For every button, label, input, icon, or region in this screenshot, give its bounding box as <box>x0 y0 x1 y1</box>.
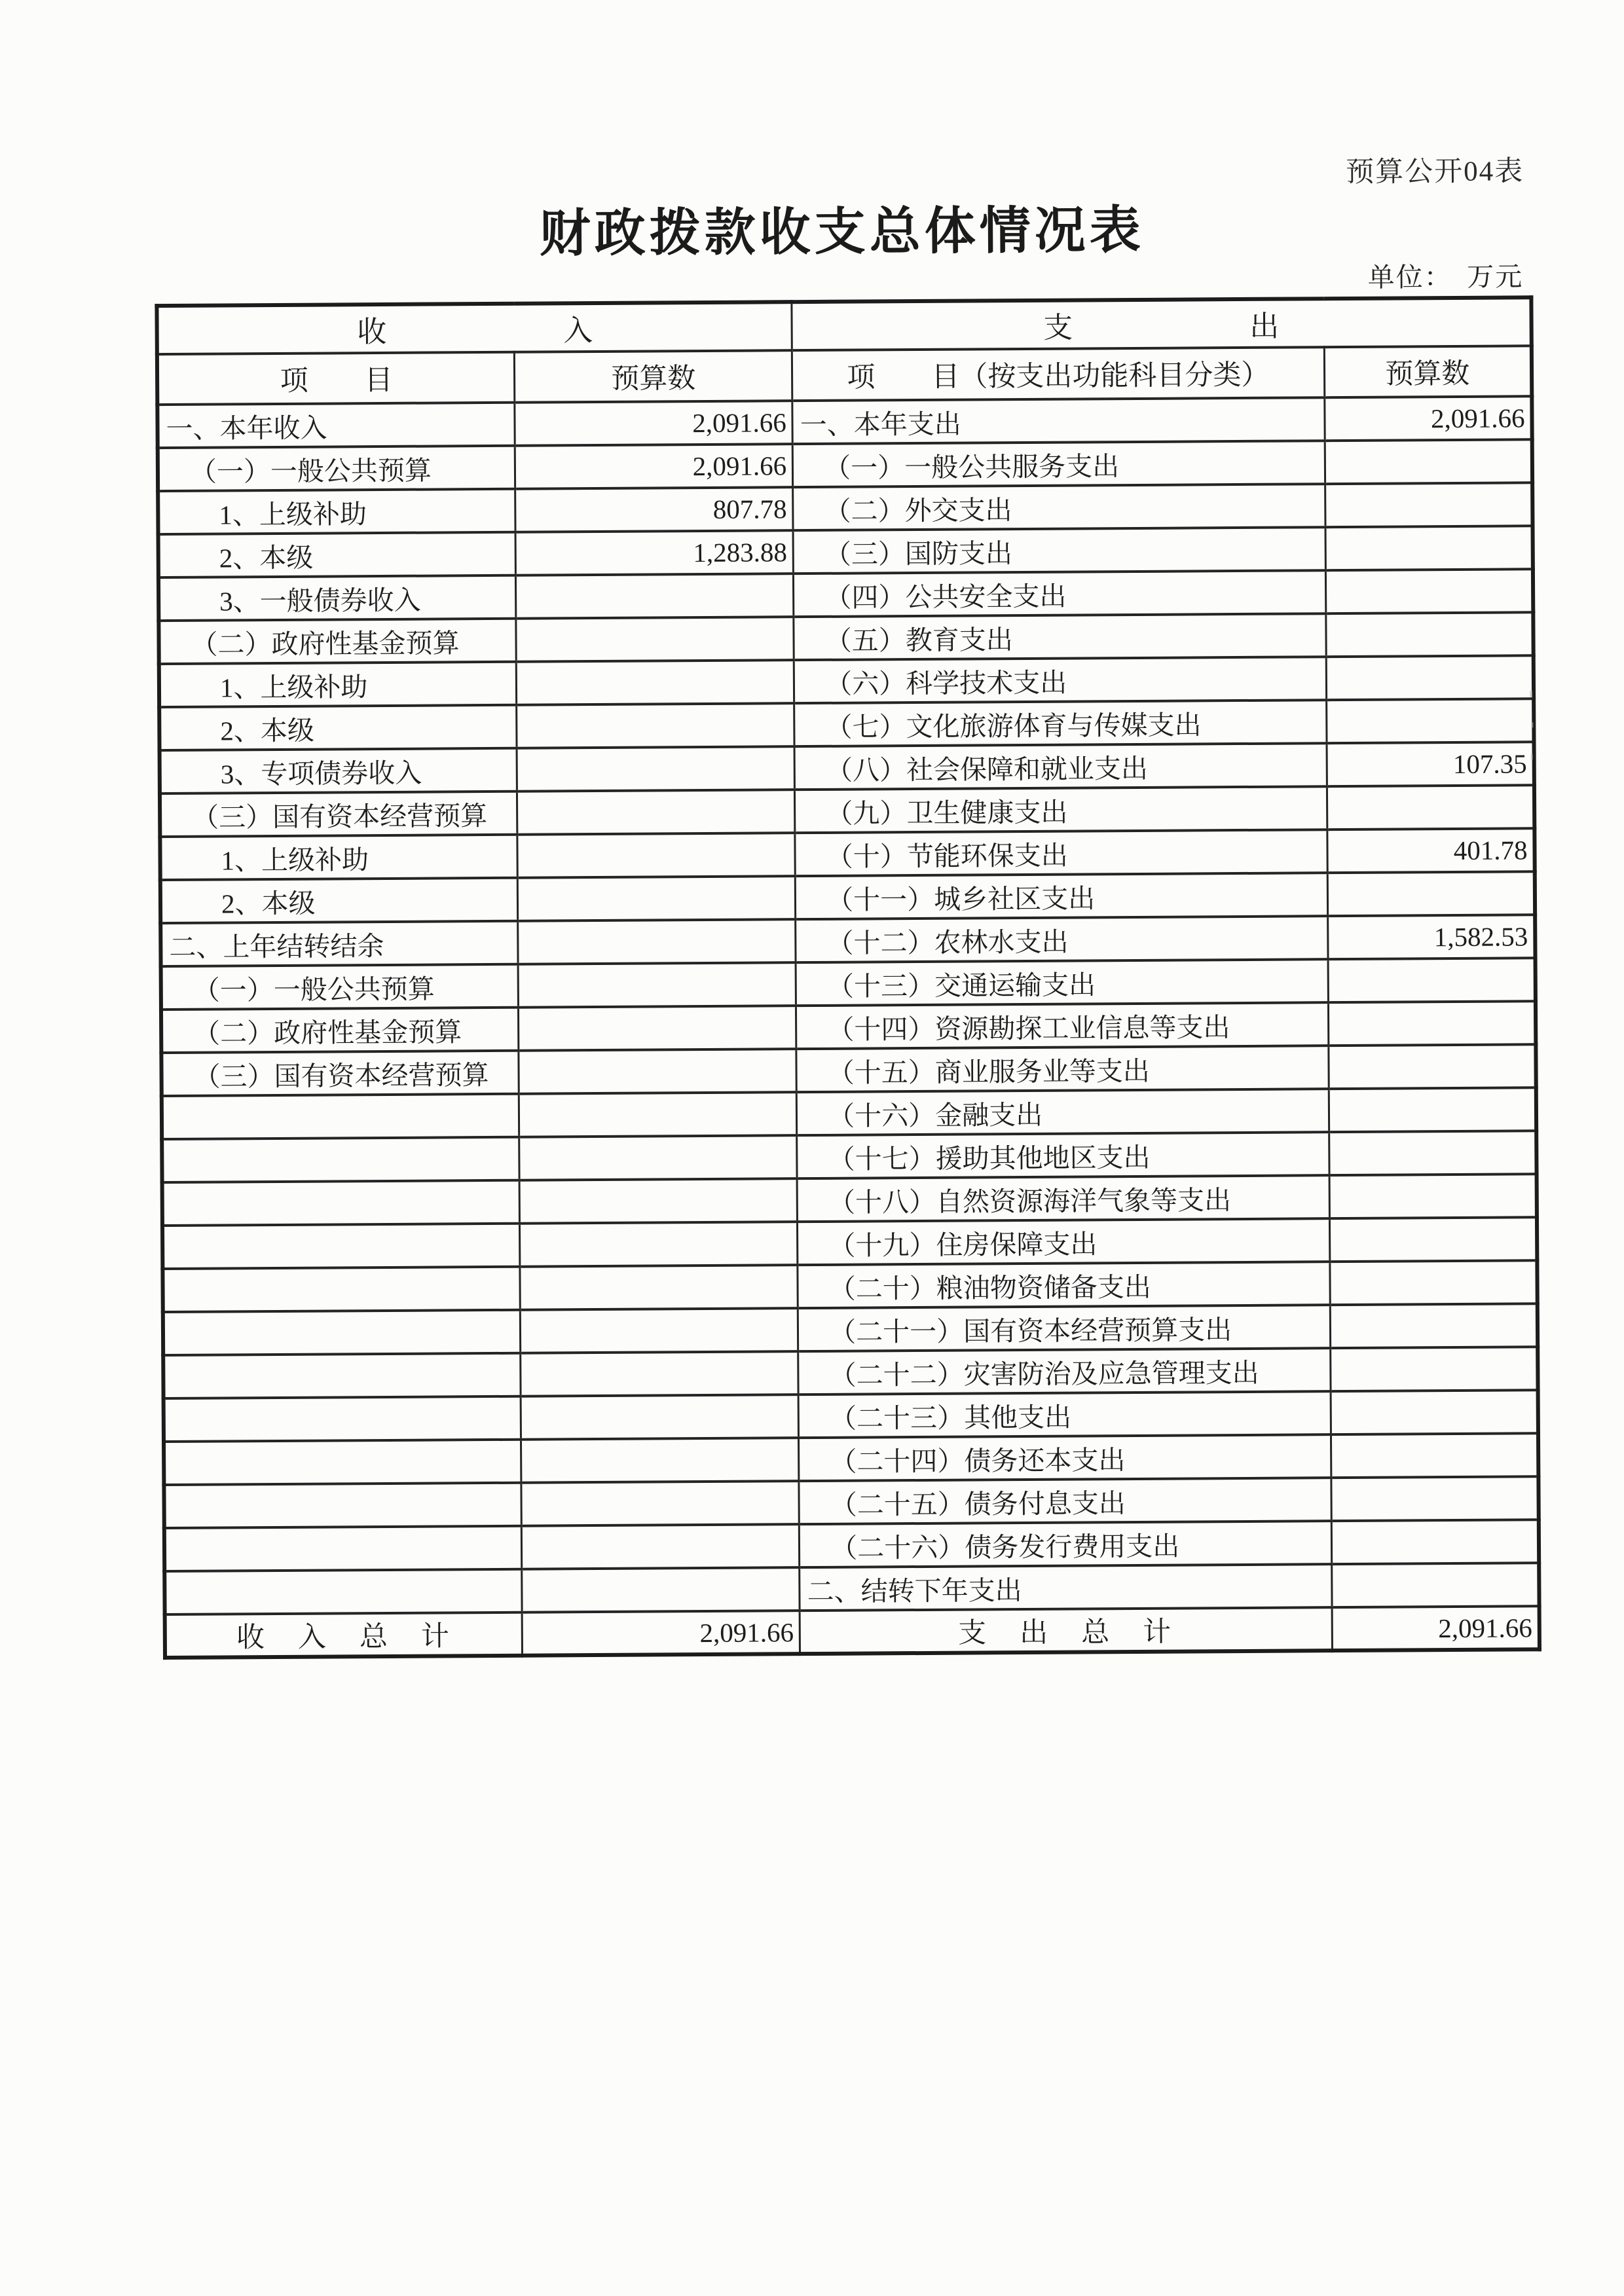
expense-budget-cell <box>1325 569 1533 613</box>
expense-item-cell: （一）一般公共服务支出 <box>792 441 1325 487</box>
income-budget-cell <box>521 1394 798 1440</box>
table-footer <box>165 1606 1540 1658</box>
expense-budget-cell <box>1330 1303 1538 1348</box>
expense-total-value: 2,091.66 <box>1332 1606 1540 1650</box>
expense-budget-cell <box>1329 1087 1536 1132</box>
income-budget-cell: 807.78 <box>515 487 793 532</box>
expense-item-cell: （二十六）债务发行费用支出 <box>800 1521 1332 1567</box>
income-item-cell: 3、专项债券收入 <box>160 748 517 793</box>
expense-item-cell: （十三）交通运输支出 <box>796 959 1328 1006</box>
expense-item-cell: （二）外交支出 <box>793 484 1325 530</box>
income-item-cell: （一）一般公共预算 <box>158 446 515 491</box>
income-budget-cell <box>516 617 794 662</box>
expense-item-cell: 一、本年支出 <box>792 397 1325 444</box>
income-item-cell <box>164 1569 522 1614</box>
expense-budget-cell <box>1327 785 1534 829</box>
income-item-cell: （二）政府性基金预算 <box>161 1008 519 1053</box>
income-item-cell: 2、本级 <box>158 532 516 577</box>
expense-budget-cell <box>1325 439 1532 484</box>
form-number-label: 预算公开04表 <box>1346 156 1524 189</box>
income-item-cell: 一、本年收入 <box>157 403 515 448</box>
income-item-cell: 1、上级补助 <box>160 835 517 880</box>
expense-budget-cell <box>1328 1044 1536 1089</box>
expense-item-cell: （十二）农林水支出 <box>796 916 1328 962</box>
expense-budget-cell <box>1325 612 1533 657</box>
income-budget-cell <box>519 1092 797 1137</box>
expense-budget-cell <box>1329 1260 1537 1305</box>
expense-total-label: 支 出 总 计 <box>800 1607 1332 1654</box>
expense-budget-cell <box>1325 483 1532 527</box>
expense-item-cell: （六）科学技术支出 <box>794 657 1326 703</box>
expense-budget-cell <box>1326 655 1534 700</box>
income-item-cell <box>164 1440 521 1485</box>
expense-item-cell: （二十一）国有资本经营预算支出 <box>798 1305 1330 1351</box>
income-item-cell: （一）一般公共预算 <box>161 964 519 1010</box>
expense-item-cell: （十五）商业服务业等支出 <box>796 1046 1329 1092</box>
expense-budget-cell <box>1328 958 1536 1002</box>
income-budget-cell <box>517 746 794 792</box>
expense-item-cell: （七）文化旅游体育与传媒支出 <box>794 700 1327 746</box>
income-budget-cell <box>519 1178 797 1224</box>
expense-budget-cell <box>1331 1563 1539 1607</box>
expense-item-cell: （十）节能环保支出 <box>795 829 1327 876</box>
income-item-cell <box>164 1526 522 1571</box>
expense-item-cell: （十六）金融支出 <box>796 1089 1329 1135</box>
budget-table <box>155 295 1541 1660</box>
expense-item-cell: （八）社会保障和就业支出 <box>794 743 1327 790</box>
expense-item-cell: （十一）城乡社区支出 <box>795 873 1327 919</box>
income-item-cell: 二、上年结转结余 <box>160 921 518 966</box>
income-budget-cell: 1,283.88 <box>515 530 793 575</box>
expense-item-column-header: 项 目（按支出功能科目分类） <box>792 347 1325 401</box>
expense-item-cell: （十八）自然资源海洋气象等支出 <box>797 1175 1329 1222</box>
expense-item-cell: （二十）粮油物资储备支出 <box>798 1262 1330 1308</box>
scan-artifact <box>1531 754 1533 759</box>
scan-artifact <box>1531 722 1533 727</box>
income-budget-cell <box>517 833 795 878</box>
expense-budget-cell <box>1331 1520 1539 1564</box>
expense-item-cell: （十七）援助其他地区支出 <box>797 1132 1329 1178</box>
income-budget-cell: 2,091.66 <box>515 401 792 446</box>
income-budget-cell <box>520 1265 798 1310</box>
income-item-cell <box>164 1483 521 1528</box>
income-budget-cell <box>517 876 795 921</box>
expense-budget-cell <box>1331 1476 1538 1521</box>
table-body <box>157 396 1539 1614</box>
expense-budget-cell <box>1329 1131 1536 1175</box>
expense-budget-cell <box>1325 526 1533 570</box>
income-item-cell: 2、本级 <box>159 705 517 750</box>
income-budget-cell: 2,091.66 <box>515 444 792 489</box>
page-title: 财政拨款收支总体情况表 <box>539 201 1145 263</box>
scan-artifact <box>1530 691 1532 697</box>
income-budget-cell <box>518 962 796 1008</box>
income-item-cell <box>162 1137 519 1182</box>
income-budget-cell <box>516 660 794 705</box>
expense-budget-cell: 1,582.53 <box>1327 915 1535 959</box>
income-item-column-header: 项 目 <box>157 352 515 405</box>
expense-budget-column-header: 预算数 <box>1324 346 1532 397</box>
income-budget-cell <box>519 1049 796 1094</box>
income-budget-cell <box>516 574 794 619</box>
income-budget-cell <box>521 1351 798 1396</box>
income-item-cell: （二）政府性基金预算 <box>158 619 516 664</box>
expense-item-cell: （九）卫生健康支出 <box>795 786 1327 833</box>
income-item-cell <box>164 1396 521 1442</box>
expense-budget-cell <box>1331 1433 1538 1478</box>
income-budget-cell <box>517 790 795 835</box>
expense-budget-cell <box>1329 1217 1537 1262</box>
income-item-cell <box>162 1267 520 1312</box>
expense-item-cell: （十四）资源勘探工业信息等支出 <box>796 1002 1329 1049</box>
group-header-row <box>157 297 1531 354</box>
income-budget-cell <box>519 1006 796 1051</box>
income-item-cell <box>162 1094 519 1139</box>
expense-budget-cell: 401.78 <box>1327 828 1534 873</box>
income-item-cell <box>163 1353 521 1398</box>
expense-budget-cell <box>1329 1174 1537 1218</box>
expense-item-cell: （五）教育支出 <box>794 613 1326 660</box>
expense-item-cell: （四）公共安全支出 <box>794 570 1326 617</box>
table-header <box>157 297 1532 405</box>
income-item-cell <box>163 1310 521 1355</box>
income-group-header: 收 入 <box>157 302 792 354</box>
expense-budget-cell: 107.35 <box>1327 742 1534 786</box>
expense-budget-cell <box>1327 871 1535 916</box>
expense-item-cell: （十九）住房保障支出 <box>798 1218 1330 1265</box>
column-header-row <box>157 346 1532 405</box>
income-item-cell: 1、上级补助 <box>159 662 517 707</box>
expense-item-cell: （三）国防支出 <box>793 527 1325 574</box>
income-budget-column-header: 预算数 <box>515 350 792 403</box>
income-item-cell: （三）国有资本经营预算 <box>161 1051 519 1096</box>
income-budget-cell <box>521 1308 798 1353</box>
income-item-cell <box>162 1180 520 1226</box>
income-budget-cell <box>519 1135 797 1180</box>
income-budget-cell <box>517 703 794 748</box>
unit-label: 单位： 万元 <box>1367 261 1524 293</box>
income-budget-cell <box>522 1567 800 1613</box>
expense-budget-cell <box>1331 1390 1538 1434</box>
income-budget-cell <box>518 919 796 964</box>
expense-item-cell: （二十三）其他支出 <box>798 1391 1331 1438</box>
expense-budget-cell <box>1330 1347 1538 1391</box>
expense-budget-cell <box>1326 699 1534 743</box>
income-budget-cell <box>521 1481 799 1526</box>
income-item-cell: 2、本级 <box>160 878 518 923</box>
income-total-label: 收 入 总 计 <box>165 1613 523 1658</box>
expense-group-header: 支 出 <box>792 297 1532 350</box>
expense-item-cell: 二、结转下年支出 <box>800 1564 1332 1611</box>
income-item-cell: 1、上级补助 <box>158 489 515 534</box>
income-budget-cell <box>521 1438 799 1483</box>
totals-row <box>165 1606 1540 1658</box>
income-item-cell: 3、一般债券收入 <box>158 575 516 621</box>
income-item-cell <box>162 1224 520 1269</box>
expense-budget-cell: 2,091.66 <box>1324 396 1532 441</box>
income-budget-cell <box>522 1524 800 1569</box>
income-budget-cell <box>520 1222 798 1267</box>
income-total-value: 2,091.66 <box>522 1611 800 1656</box>
income-item-cell: （三）国有资本经营预算 <box>160 792 517 837</box>
expense-item-cell: （二十二）灾害防治及应急管理支出 <box>798 1348 1331 1394</box>
expense-budget-cell <box>1328 1001 1536 1046</box>
expense-item-cell: （二十五）债务付息支出 <box>799 1478 1331 1524</box>
expense-item-cell: （二十四）债务还本支出 <box>799 1434 1331 1481</box>
